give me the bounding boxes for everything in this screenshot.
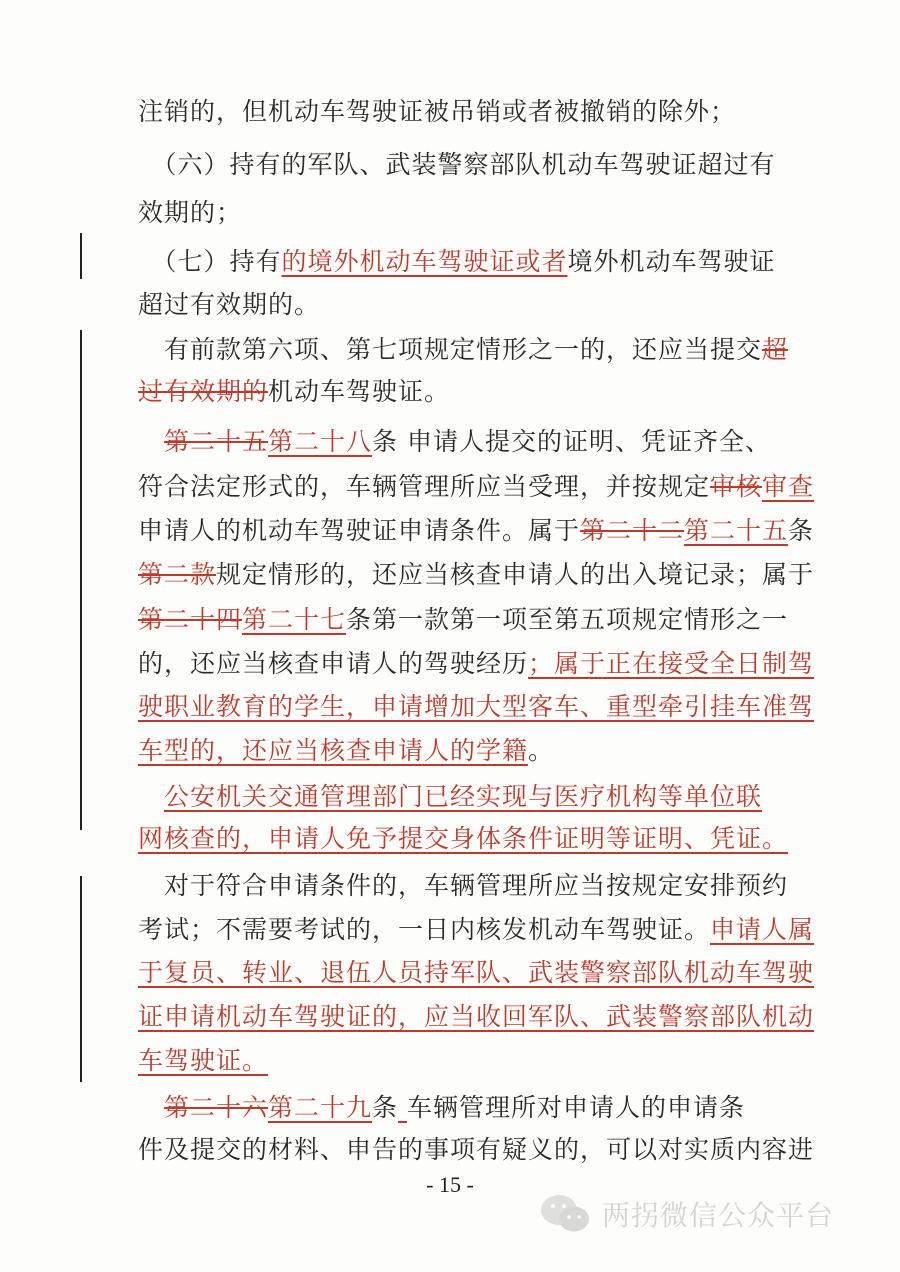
inserted-text: 证申请机动车驾驶证的，应当收回军队、武装警察部队机动 [138,1002,815,1031]
text-segment: 效期的； [138,198,243,227]
text-segment: 条 [788,516,815,545]
text-line [138,424,778,460]
text-segment: 车辆管理所对申请人的申请条 [407,1093,746,1122]
wechat-logo-icon [538,1192,594,1236]
text-segment [138,782,164,811]
text-line [138,244,778,280]
text-segment: 对于符合申请条件的，车辆管理所应当按规定安排预约 [138,871,789,900]
deleted-text: 超 [762,335,789,364]
deleted-text: 第二十六 [164,1093,269,1122]
deleted-text: 第二十五 [164,427,269,456]
text-segment: 注销的，但机动车驾驶证被吊销或者被撤销的除外； [138,97,737,126]
inserted-text: 车驾驶证。 [138,1046,269,1075]
text-line [138,557,815,593]
text-segment [138,1093,164,1122]
text-segment: 超过有效期的。 [138,290,321,319]
inserted-text: 于复员、转业、退伍人员持军队、武装警察部队机动车驾驶 [138,958,815,987]
inserted-text: 公安机关交通管理部门已经实现与医疗机构等单位联 [164,782,763,811]
inserted-text: 第二十九 [268,1093,373,1122]
text-line [138,868,789,904]
text-segment: 条 [372,427,407,456]
inserted-text: 审查 [762,472,815,501]
inserted-text: 的境外机动车驾驶证或者 [281,247,568,276]
inserted-text: 申请人属 [710,915,815,944]
text-line [138,332,789,368]
deleted-text: 第二十二 [580,516,685,545]
text-line [138,287,778,323]
text-segment: （六）持有的军队、武装警察部队机动车驾驶证超过有 [138,150,776,179]
text-segment [138,427,164,456]
text-segment: 。 [528,736,555,765]
text-segment: 条第一款第一项至第五项规定情形之一 [346,605,789,634]
inserted-text: 车型的，还应当核查申请人的学籍 [138,736,529,765]
text-line [138,195,778,231]
inserted-text: 网核查的，申请人免予提交身体条件证明等证明、凭证。 [138,824,789,853]
text-line [138,999,815,1035]
text-line [138,513,815,549]
text-line [138,912,815,948]
deleted-text: 第二款 [138,560,217,589]
text-line [138,779,778,815]
text-line [138,689,815,725]
text-segment: （七）持有 [138,247,282,276]
text-line [138,821,789,857]
revision-bar [80,876,82,1082]
inserted-text [398,1093,407,1122]
inserted-text: 第二十七 [242,605,347,634]
text-segment: 符合法定形式的，车辆管理所应当受理，并按规定 [138,472,711,501]
text-line [138,1132,815,1168]
text-segment: 申请人的机动车驾驶证申请条件。属于 [138,516,581,545]
text-segment: 申请人提交的证明、凭证齐全、 [407,427,772,456]
text-segment: 境外机动车驾驶证 [567,247,776,276]
text-line [138,602,789,638]
inserted-text: ；属于正在接受全日制驾 [528,649,815,678]
inserted-text: 驶职业教育的学生，申请增加大型客车、重型牵引挂车准驾 [138,692,815,721]
text-line [138,469,815,505]
text-line [138,147,778,183]
text-line [138,955,815,991]
text-line [138,646,815,682]
revision-bar [80,233,82,279]
text-segment: 机动车驾驶证。 [268,377,451,406]
text-line [138,374,778,410]
inserted-text: 第二十八 [268,427,373,456]
text-segment: 件及提交的材料、申告的事项有疑义的，可以对实质内容进 [138,1135,815,1164]
text-segment: 考试；不需要考试的，一日内核发机动车驾驶证。 [138,915,711,944]
text-segment: 规定情形的，还应当核查申请人的出入境记录；属于 [216,560,815,589]
deleted-text: 第二十四 [138,605,243,634]
text-segment: 条 [372,1093,399,1122]
revision-bar [80,330,82,830]
text-line [138,733,778,769]
text-line [138,1043,778,1079]
inserted-text: 第二十五 [684,516,789,545]
text-segment: 有前款第六项、第七项规定情形之一的，还应当提交 [138,335,763,364]
text-line [138,94,778,130]
watermark [538,1190,834,1238]
text-line [138,1090,778,1126]
watermark-text: 两拐微信公众平台 [602,1199,835,1232]
page-number: - 15 - [426,1172,474,1197]
deleted-text: 审核 [710,472,763,501]
text-segment: 的，还应当核查申请人的驾驶经历 [138,649,529,678]
deleted-text: 过有效期的 [138,377,269,406]
